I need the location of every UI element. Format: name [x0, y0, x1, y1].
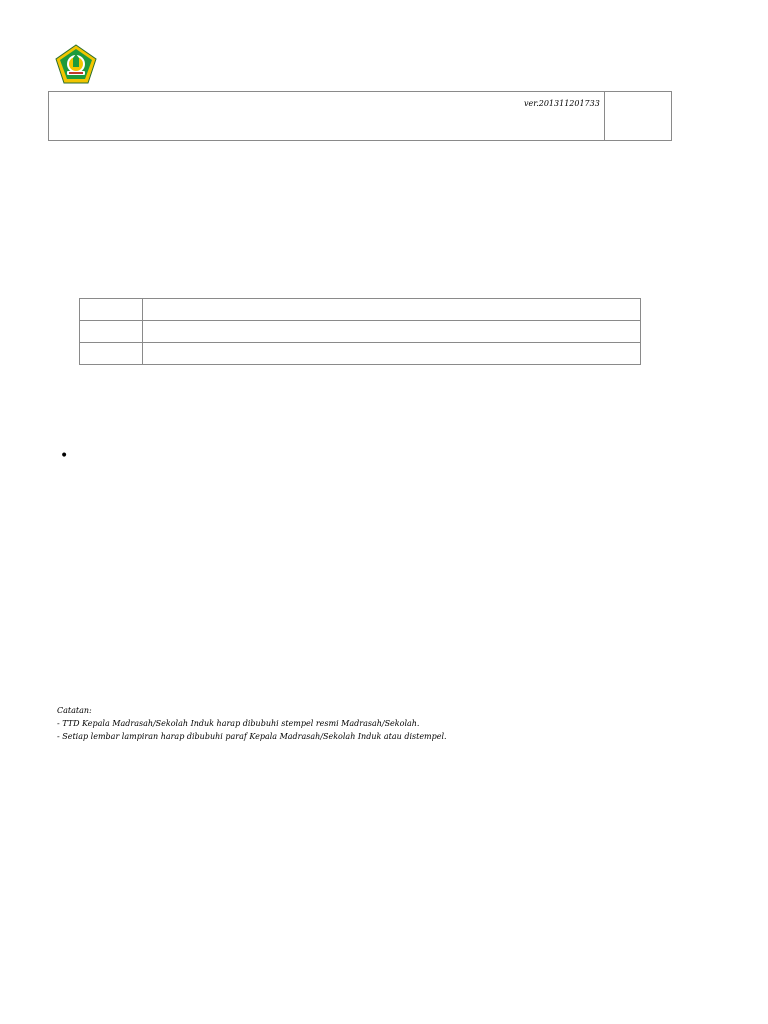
- table-cell: [143, 321, 641, 343]
- table-cell: [143, 299, 641, 321]
- data-table: [79, 298, 641, 365]
- notes-line: - Setiap lembar lampiran harap dibubuhi paraf Kepala Madrasah/Sekolah Induk atau distempel.: [57, 732, 447, 741]
- notes-section: [57, 704, 447, 743]
- table-row: [80, 343, 641, 365]
- bullet-point: •: [60, 448, 69, 464]
- table-cell: [80, 299, 143, 321]
- header-divider: [604, 92, 605, 140]
- notes-title: Catatan:: [57, 706, 92, 715]
- header-box: [48, 91, 672, 141]
- notes-line: - TTD Kepala Madrasah/Sekolah Induk harap dibubuhi stempel resmi Madrasah/Sekolah.: [57, 719, 420, 728]
- table-cell: [80, 343, 143, 365]
- table-cell: [143, 343, 641, 365]
- version-label: ver.201311201733: [524, 99, 600, 108]
- table-row: [80, 321, 641, 343]
- ministry-emblem-logo-icon: [55, 44, 97, 84]
- table-row: [80, 299, 641, 321]
- table-cell: [80, 321, 143, 343]
